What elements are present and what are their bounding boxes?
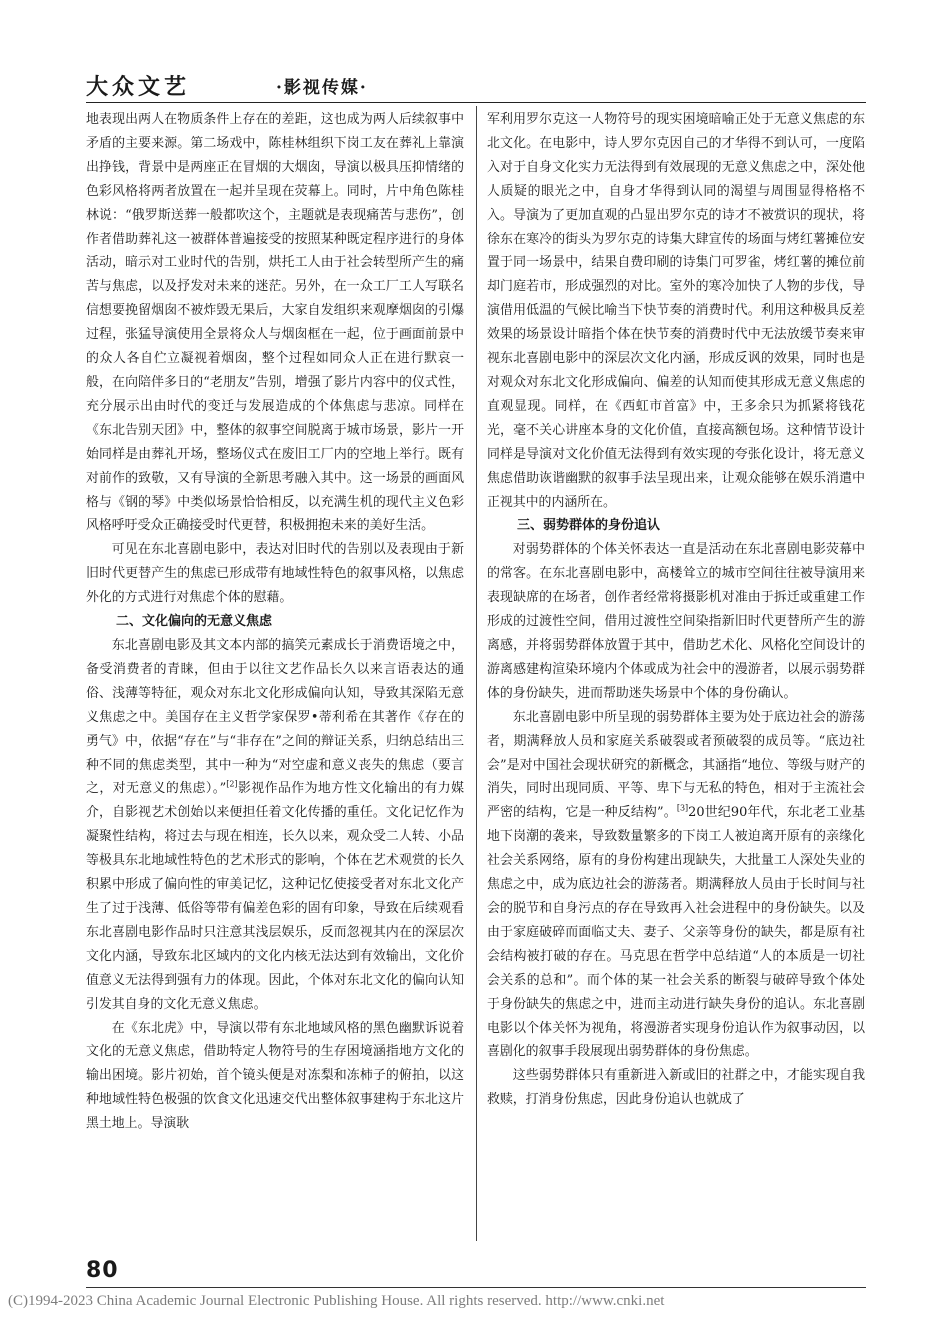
paragraph: 可见在东北喜剧电影中，表达对旧时代的告别以及表现由于新旧时代更替产生的焦虑已形成带有地域性特色的叙事风格，以焦虑外化的方式进行对焦虑个体的慰藉。 — [86, 542, 464, 606]
citation-ref: [3] — [676, 804, 689, 814]
section-heading: 三、弱势群体的身份追认 — [517, 518, 661, 534]
column-divider — [476, 106, 477, 1241]
citation-ref: [2] — [226, 780, 238, 790]
section-title: ·影视传媒· — [276, 78, 368, 98]
header-rule — [86, 102, 866, 103]
right-column — [487, 108, 865, 1112]
left-column — [86, 108, 464, 1136]
copyright-footer: (C)1994-2023 China Academic Journal Electronic Publishing House. All rights reserved. http://www.cnki.net — [8, 1293, 665, 1309]
paragraph-text: 影视作品作为地方性文化输出的有力媒介，自影视艺术创始以来便担任着文化传播的重任。文化记忆作为凝聚性结构，将过去与现在相连，长久以来，观众受二人转、小品等极具东北地域性特色的艺术形式的影响，个体在艺术观赏的长久积累中形成了偏向性的审美记忆，这种记忆使接受者对东北文化产生了过于浅薄、低俗等带有偏差色彩的固有印象，导致在后续观看东北喜剧电影作品时只注意其浅层娱乐，反而忽视其内在的深层次文化内涵，导致东北区域内的文化内核无法达到有效输出，文化价值意义无法得到强有力的体现。因此，个体对东北文化的偏向认知引发其自身的文化无意义焦虑。 — [86, 781, 464, 1012]
page-number: 80 — [86, 1258, 119, 1283]
paragraph: 这些弱势群体只有重新进入新或旧的社群之中，才能实现自我救赎，打消身份焦虑，因此身份追认也就成了 — [487, 1068, 865, 1108]
running-header — [86, 70, 866, 100]
paragraph — [86, 634, 464, 1017]
section-heading: 二、文化偏向的无意义焦虑 — [116, 614, 273, 630]
paragraph-text: 东北喜剧电影中所呈现的弱势群体主要为处于底边社会的游荡者，期满释放人员和家庭关系破裂或者预破裂的成员等。“底边社会”是对中国社会现状研究的新概念，其涵指“地位、等级与财产的消失，同时出现同质、平等、卑下与无私的特色，相对于主流社会严密的结构，它是一种反结构”。 — [487, 709, 865, 821]
paragraph-text: 东北喜剧电影及其文本内部的搞笑元素成长于消费语境之中，备受消费者的青睐，但由于以往文艺作品长久以来言语表达的通俗、浅薄等特征，观众对东北文化形成偏向认知，导致其深陷无意义焦虑之中。美国存在主义哲学家保罗•蒂利希在其著作《存在的勇气》中，依据“存在”与“非存在”之间的辩证关系，归纳总结出三种不同的焦虑类型，其中一种为“对空虚和意义丧失的焦虑（要言之，对无意义的焦虑）。” — [86, 638, 464, 797]
journal-title: 大众文艺 — [86, 74, 191, 100]
paragraph: 军利用罗尔克这一人物符号的现实困境暗喻正处于无意义焦虑的东北文化。在电影中，诗人罗尔克因自己的才华得不到认可，一度陷入对于自身文化实力无法得到有效展现的无意义焦虑之中，深处他人质疑的眼光之中，自身才华得到认同的渴望与周围显得格格不入。导演为了更加直观的凸显出罗尔克的诗才不被赏识的现状，将徐东在寒冷的街头为罗尔克的诗集大肆宣传的场面与烤红薯摊位安置于同一场景中，结果自费印刷的诗集门可罗雀，烤红薯的摊位前却门庭若市，形成强烈的对比。室外的寒冷加快了人物的步伐，导演借用低温的气候比喻当下快节奏的消费时代。利用这种极具反差效果的场景设计暗指个体在快节奏的消费时代中无法放缓节奏来审视东北喜剧电影中的深层次文化内涵，形成反讽的效果，同时也是对观众对东北文化形成偏向、偏差的认知而使其形成无意义焦虑的直观显现。同样，在《西虹市首富》中，王多余只为抓紧将钱花光，毫不关心讲座本身的文化价值，直接高额包场。这种情节设计同样是导演对文化价值无法得到有效实现的夸张化设计，将无意义焦虑借助诙谐幽默的叙事手法呈现出来，让观众能够在娱乐消遣中正视其中的内涵所在。 — [487, 112, 865, 510]
paragraph: 地表现出两人在物质条件上存在的差距，这也成为两人后续叙事中矛盾的主要来源。第二场戏中，陈桂林组织下岗工友在葬礼上靠演出挣钱，背景中是两座正在冒烟的大烟囱，导演以极具压抑情绪的色彩风格将两者放置在一起并呈现在荧幕上。同时，片中角色陈桂林说：“俄罗斯送葬一般都吹这个，主题就是表现痛苦与悲伤”，创作者借助葬礼这一被群体普遍接受的按照某种既定程序进行的身体活动，暗示对工业时代的告别，烘托工人由于社会转型所产生的痛苦与焦虑，以及抒发对未来的迷茫。另外，在一众工厂工人写联名信想要挽留烟囱不被炸毁无果后，大家自发组织来观摩烟囱的引爆过程，张猛导演使用全景将众人与烟囱框在一起，位于画面前景中的众人各自伫立凝视着烟囱，整个过程如同众人正在进行默哀一般，在向陪伴多日的“老朋友”告别，增强了影片内容中的仪式性，充分展示出由时代的变迁与发展造成的个体焦虑与悲凉。同样在《东北告别天团》中，整体的叙事空间脱离于城市场景，影片一开始同样是由葬礼开场，整场仪式在废旧工厂内的空地上举行。既有对前作的致敬，又有导演的全新思考融入其中。这一场景的画面风格与《钢的琴》中类似场景恰恰相反，以充满生机的现代主义色彩风格呼吁受众正确接受时代更替，积极拥抱未来的美好生活。 — [86, 112, 464, 534]
paragraph — [487, 706, 865, 1065]
paragraph-text: 20世纪90年代，东北老工业基地下岗潮的袭来，导致数量繁多的下岗工人被迫离开原有的亲缘化社会关系网络，原有的身份构建出现缺失，大批量工人深处失业的焦虑之中，成为底边社会的游荡者。期满释放人员由于长时间与社会的脱节和自身污点的存在导致再入社会进程中的身份缺失。以及由于家庭破碎而面临丈夫、妻子、父亲等身份的缺失，都是原有社会结构被打破的存在。马克思在哲学中总结道“人的本质是一切社会关系的总和”。而个体的某一社会关系的断裂与破碎导致个体处于身份缺失的焦虑之中，进而主动进行缺失身份的追认。东北喜剧电影以个体关怀为视角，将漫游者实现身份追认作为叙事动因，以喜剧化的叙事手段展现出弱势群体的身份焦虑。 — [487, 805, 865, 1060]
paragraph: 在《东北虎》中，导演以带有东北地域风格的黑色幽默诉说着文化的无意义焦虑，借助特定人物符号的生存困境涵指地方文化的输出困境。影片初始，首个镜头便是对冻梨和冻柿子的俯拍，以这种地域性特色极强的饮食文化迅速交代出整体叙事建构于东北这片黑土地上。导演耿 — [86, 1020, 464, 1132]
footer-rule — [86, 1287, 866, 1288]
paragraph: 对弱势群体的个体关怀表达一直是活动在东北喜剧电影荧幕中的常客。在东北喜剧电影中，高楼耸立的城市空间往往被导演用来表现缺席的在场者，创作者经常将摄影机对准由于拆迁或重建工作形成的过渡性空间，借用过渡性空间染指新旧时代更替所产生的游离感，并将弱势群体放置于其中，借助艺术化、风格化空间设计的游离感建构渲染环境内个体或成为社会中的漫游者，以展示弱势群体的身份缺失，进而帮助迷失场景中个体的身份确认。 — [487, 542, 865, 701]
